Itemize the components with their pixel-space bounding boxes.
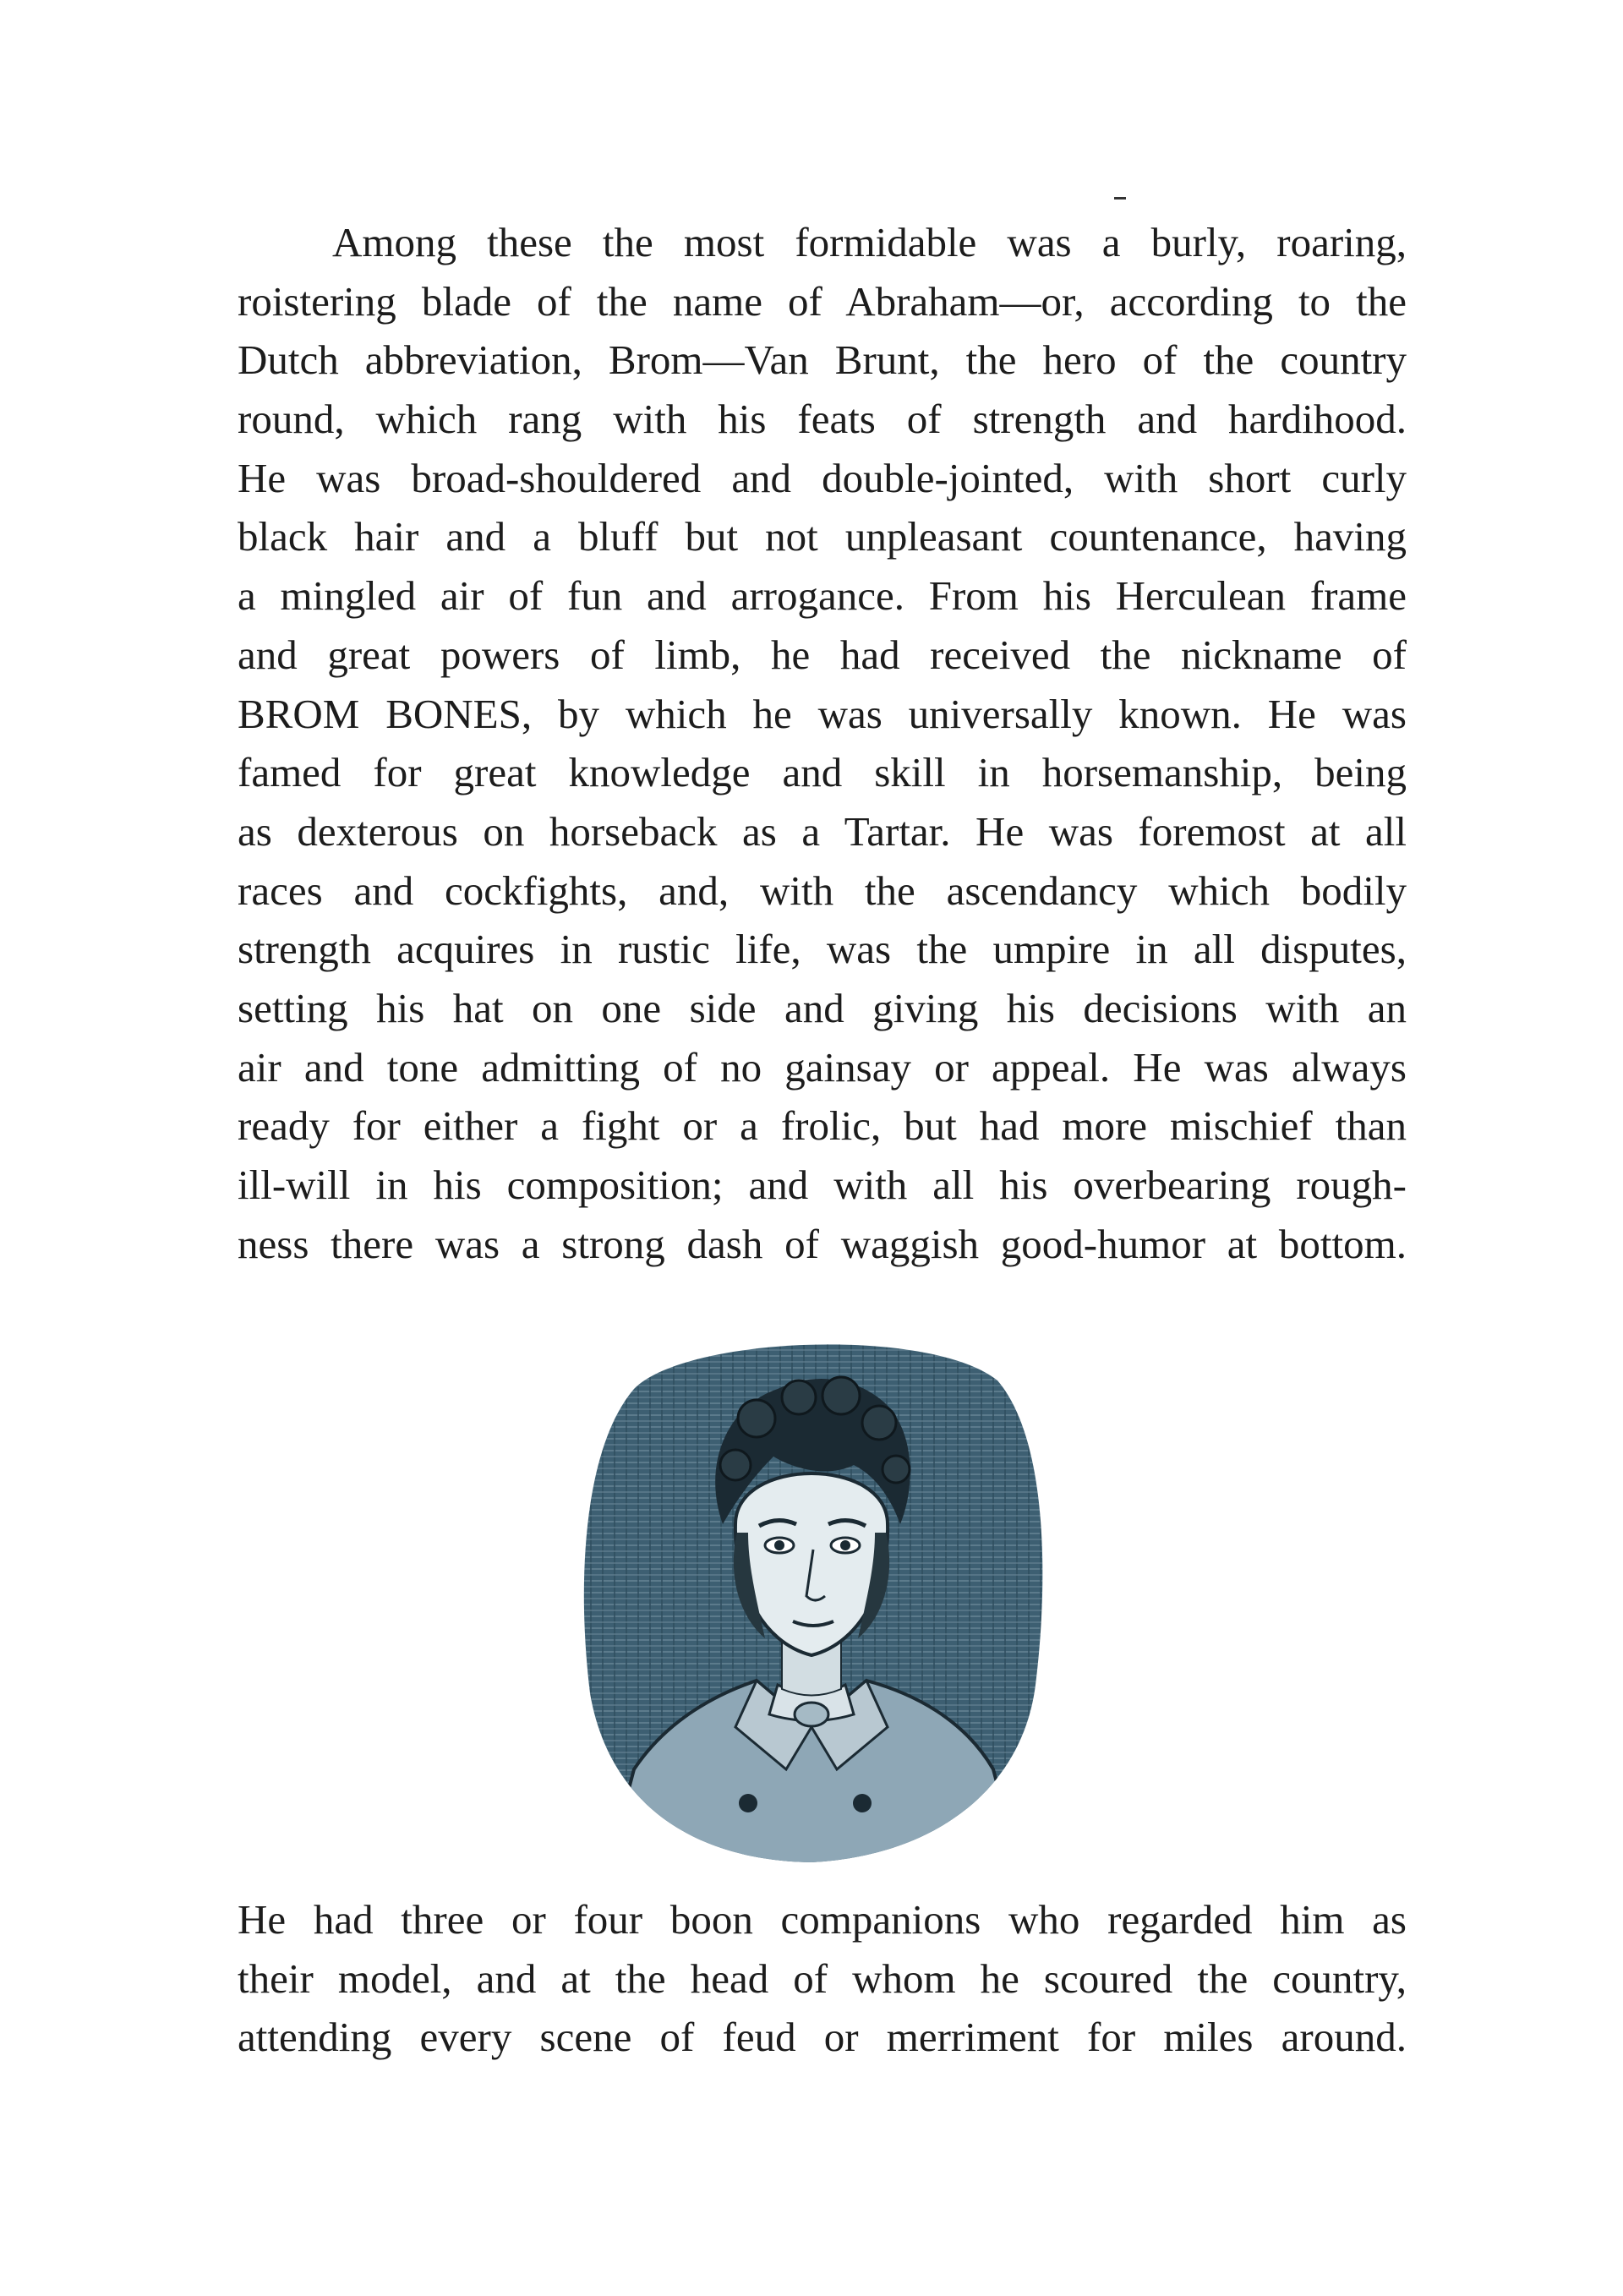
portrait-illustration [575, 1330, 1048, 1866]
text-line: races and cockfights, and, with the ascendancy which bodily [238, 866, 1407, 914]
text-line: roistering blade of the name of Abraham—or, according to the [238, 277, 1407, 325]
text-line: black hair and a bluff but not unpleasant countenance, having [238, 513, 1407, 560]
text-line: ness there was a strong dash of waggish good-humor at bottom. [238, 1220, 1407, 1267]
portrait-icon [575, 1330, 1048, 1866]
text-line: strength acquires in rustic life, was the umpire in all disputes, [238, 926, 1407, 973]
text-line: and great powers of limb, he had received the nickname of [238, 631, 1407, 678]
text-line: He was broad-shouldered and double-jointed, with short curly [238, 454, 1407, 501]
text-line: famed for great knowledge and skill in horsemanship, being [238, 749, 1407, 796]
text-line: as dexterous on horseback as a Tartar. He was foremost at all [238, 807, 1407, 855]
text-line: BROM BONES, by which he was universally known. He was [238, 690, 1407, 737]
text-line: Dutch abbreviation, Brom—Van Brunt, the hero of the country [238, 336, 1407, 384]
text-line: ill-will in his composition; and with all his overbearing rough- [238, 1162, 1407, 1208]
text-line: He had three or four boon companions who regarded him as [238, 1896, 1407, 1943]
text-line: attending every scene of feud or merriment for miles around. [238, 2014, 1407, 2061]
print-speck [1114, 197, 1126, 200]
text-line: ready for either a fight or a frolic, but had more mischief than [238, 1102, 1407, 1150]
paragraph-companions [238, 1890, 1407, 2067]
paragraph-brom-bones [238, 213, 1407, 1273]
text-line: a mingled air of fun and arrogance. From his Herculean frame [238, 572, 1407, 620]
text-line: setting his hat on one side and giving his decisions with an [238, 984, 1407, 1031]
text-line: Among these the most formidable was a burly, roaring, [332, 219, 1407, 265]
text-line: their model, and at the head of whom he scoured the country, [238, 1954, 1407, 2002]
text-line: round, which rang with his feats of strength and hardihood. [238, 396, 1407, 443]
text-line: air and tone admitting of no gainsay or appeal. He was always [238, 1043, 1407, 1091]
